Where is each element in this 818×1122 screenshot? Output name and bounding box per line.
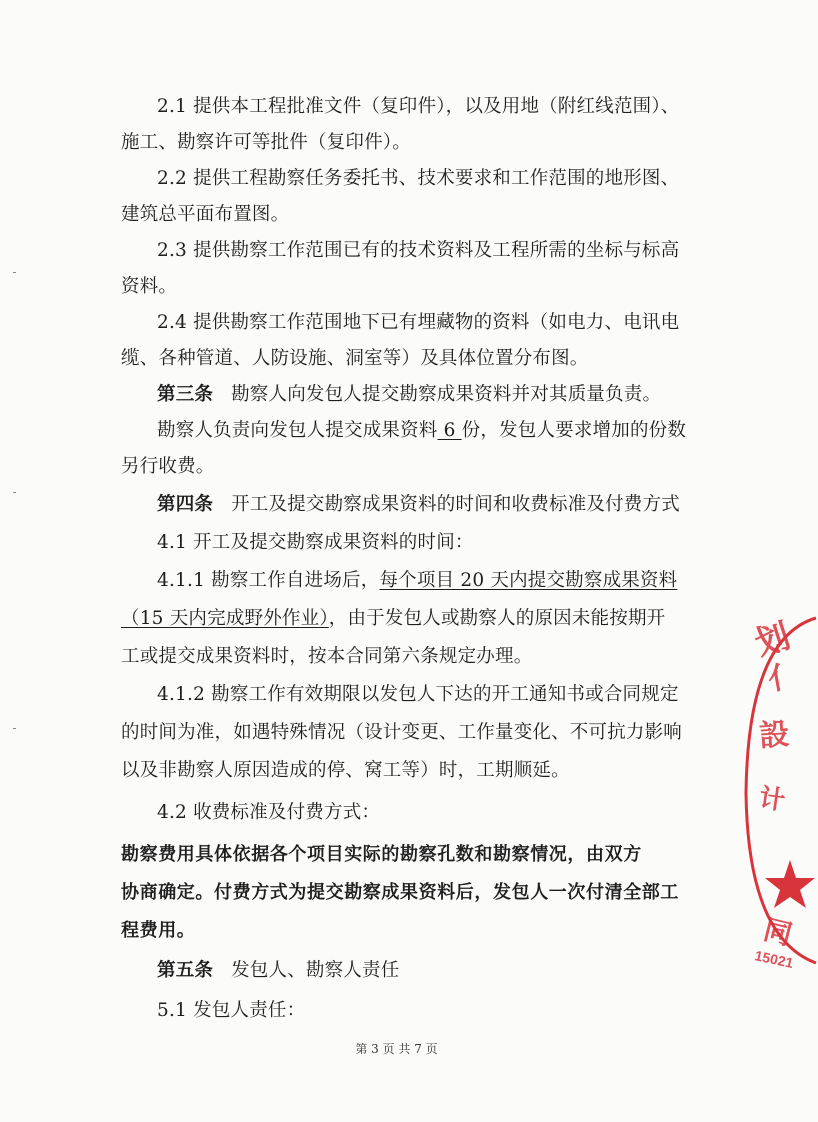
copies-count: 6 (437, 420, 462, 441)
clause-4-2: 4.2 收费标准及付费方式： (157, 802, 381, 823)
seal-lettering: 15021 (753, 947, 795, 972)
clause-2-4-line-2: 缆、各种管道、人防设施、洞室等）及具体位置分布图。 (121, 348, 589, 369)
seal-lettering: 設 (758, 717, 791, 753)
seal-lettering: 计 (757, 782, 788, 816)
copies-line-2: 另行收费。 (121, 456, 215, 477)
article-3-heading: 第三条 (157, 384, 214, 405)
article-3-text: 勘察人向发包人提交勘察成果资料并对其质量负责。 (231, 384, 662, 405)
article-5-line (157, 958, 399, 984)
fee-paragraph-line-1: 勘察费用具体依据各个项目实际的勘察孔数和勘察情况，由双方 (121, 844, 642, 865)
clause-4-1: 4.1 开工及提交勘察成果资料的时间： (157, 532, 474, 553)
clause-4-1-1-deadline: 每个项目 20 天内提交勘察成果资料 (379, 570, 678, 591)
clause-4-1-2-line-2: 的时间为准，如遇特殊情况（设计变更、工作量变化、不可抗力影响 (121, 722, 683, 743)
clause-2-3-line-1: 2.3 提供勘察工作范围已有的技术资料及工程所需的坐标与标高 (157, 240, 680, 261)
clause-4-1-1-remainder: ，由于发包人或勘察人的原因未能按期开 (328, 608, 666, 629)
clause-4-1-1-prefix: 4.1.1 勘察工作自进场后， (157, 570, 380, 591)
article-4-heading: 第四条 (157, 494, 214, 515)
article-4-line (157, 492, 680, 518)
clause-2-1-line-2: 施工、勘察许可等批件（复印件）。 (121, 132, 411, 153)
clause-2-2-line-1: 2.2 提供工程勘察任务委托书、技术要求和工作范围的地形图、 (157, 168, 680, 189)
article-5-text: 发包人、勘察人责任 (231, 960, 400, 981)
clause-4-1-1-field-deadline: （15 天内完成野外作业） (121, 608, 329, 629)
clause-4-1-1-line-1 (157, 568, 677, 594)
clause-2-2-line-2: 建筑总平面布置图。 (121, 204, 290, 225)
seal-stamp-fragment (738, 616, 818, 972)
clause-4-1-1-line-3: 工或提交成果资料时，按本合同第六条规定办理。 (121, 646, 533, 667)
margin-mark (13, 728, 16, 729)
article-3-line (157, 382, 661, 408)
clause-4-1-2-line-3: 以及非勘察人原因造成的停、窝工等）时，工期顺延。 (121, 760, 570, 781)
seal-stamp-graphic (738, 616, 818, 972)
clause-2-4-line-1: 2.4 提供勘察工作范围地下已有埋藏物的资料（如电力、电讯电 (157, 312, 680, 333)
article-4-text: 开工及提交勘察成果资料的时间和收费标准及付费方式 (231, 494, 680, 515)
article-5-heading: 第五条 (157, 960, 214, 981)
copies-text-after: 份，发包人要求增加的份数 (461, 420, 687, 441)
clause-2-3-line-2: 资料。 (121, 276, 178, 297)
clause-2-1-line-1: 2.1 提供本工程批准文件（复印件），以及用地（附红线范围）、 (157, 96, 680, 117)
clause-5-1: 5.1 发包人责任： (157, 1000, 306, 1021)
margin-mark (13, 492, 16, 493)
copies-line (157, 418, 686, 444)
clause-4-1-1-line-2 (121, 606, 665, 632)
fee-paragraph-line-2: 协商确定。付费方式为提交勘察成果资料后，发包人一次付清全部工 (121, 882, 679, 903)
copies-text-before: 勘察人负责向发包人提交成果资料 (157, 420, 438, 441)
seal-lettering: 同 (760, 913, 796, 951)
margin-mark (13, 272, 16, 273)
page-number-footer: 第 3 页 共 7 页 (355, 1042, 438, 1056)
clause-4-1-2-line-1: 4.1.2 勘察工作有效期限以发包人下达的开工通知书或合同规定 (157, 684, 679, 705)
fee-paragraph-line-3: 程费用。 (121, 920, 196, 941)
seal-lettering: 亻 (765, 659, 801, 697)
seal-lettering: 划 (750, 616, 795, 664)
